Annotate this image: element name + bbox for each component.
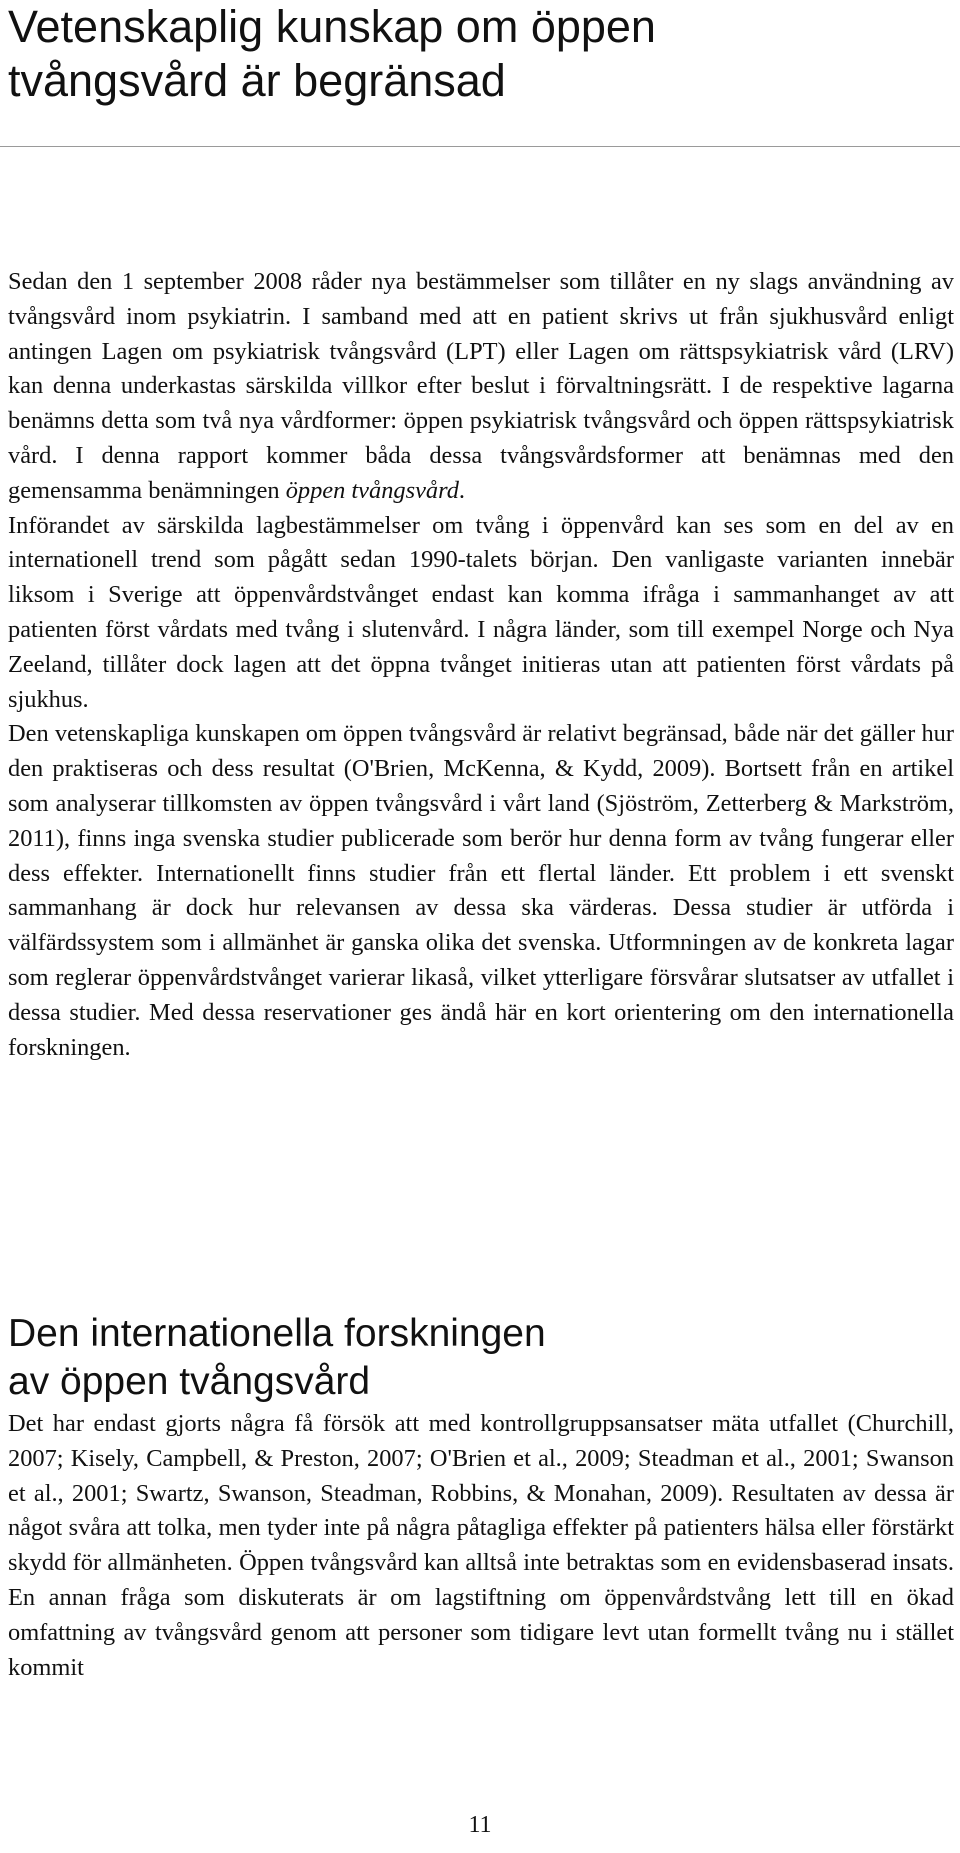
section1-body — [8, 265, 954, 1065]
section-heading-line2: av öppen tvångsvård — [8, 1360, 371, 1403]
section-heading — [8, 1310, 954, 1406]
paragraph-1 — [8, 265, 954, 509]
page-title-line2: tvångsvård är begränsad — [8, 55, 506, 106]
paragraph-1-italic-term: öppen tvångsvård — [285, 476, 459, 504]
heading-divider — [0, 146, 960, 147]
section2-body — [8, 1407, 954, 1685]
paragraph-1-end: . — [458, 476, 465, 504]
paragraph-4: Det har endast gjorts några få försök att med kontrollgruppsansatser mäta utfallet (Churchill, 2007; Kisely, Campbell, & Preston, 2007; O'Brien et al., 2009; Steadman et al., 2001; Swanson et al., 2001; Swartz, Swanson, Steadman, Robbins, & Monahan, 2009). Resultaten av dessa är något svåra att tolka, men tyder inte på några påtagliga effekter på patienters hälsa eller förstärkt skydd för allmänheten. Öppen tvångsvård kan alltså inte betraktas som en evidensbaserad insats. En annan fråga som diskuterats är om lagstiftning om öppenvårdstvång lett till en ökad omfattning av tvångsvård genom att personer som tidigare levt utan formellt tvång nu i stället kommit — [8, 1410, 954, 1681]
paragraph-1-text: Sedan den 1 september 2008 råder nya bestämmelser som tillåter en ny slags användning av tvångsvård inom psykiatrin. I samband med att en patient skrivs ut från sjukhusvård enligt antingen Lagen om psykiatrisk tvångsvård (LPT) eller Lagen om rättspsykiatrisk vård (LRV) kan denna underkastas särskilda villkor efter beslut i förvaltningsrätt. I de respektive lagarna benämns detta som två nya vårdformer: öppen psykiatrisk tvångsvård och öppen rättspsykiatrisk vård. I denna rapport kommer båda dessa tvångsvårdsformer att benämnas med den gemensamma benämningen — [8, 268, 954, 504]
paragraph-2: Införandet av särskilda lagbestämmelser om tvång i öppenvård kan ses som en del av en internationell trend som pågått sedan 1990-talets början. Den vanligaste varianten innebär liksom i Sverige att öppenvårdstvånget endast kan komma ifråga i sammanhanget av att patienten först vårdats med tvång i slutenvård. I några länder, som till exempel Norge och Nya Zeeland, tillåter dock lagen att det öppna tvånget initieras utan att patienten först vårdats på sjukhus. — [8, 511, 954, 713]
section-heading-line1: Den internationella forskningen — [8, 1312, 546, 1355]
page-title-line1: Vetenskaplig kunskap om öppen — [8, 1, 656, 52]
page-number: 11 — [468, 1812, 492, 1838]
page-title — [8, 0, 948, 108]
paragraph-3: Den vetenskapliga kunskapen om öppen tvångsvård är relativt begränsad, både när det gäller hur den praktiseras och dess resultat (O'Brien, McKenna, & Kydd, 2009). Bortsett från en artikel som analyserar tillkomsten av öppen tvångsvård i vårt land (Sjöström, Zetterberg & Markström, 2011), finns inga svenska studier publicerade som berör hur denna form av tvång fungerar eller dess effekter. Internationellt finns studier från ett flertal länder. Ett problem i ett svenskt sammanhang är dock hur relevansen av dessa ska värderas. Dessa studier är utförda i välfärdssystem som i allmänhet är ganska olika det svenska. Utformningen av de konkreta lagar som reglerar öppenvårdstvånget varierar likaså, vilket ytterligare försvårar slutsatser av utfallet i dessa studier. Med dessa reservationer ges ändå här en kort orientering om den internationella forskningen. — [8, 720, 954, 1061]
